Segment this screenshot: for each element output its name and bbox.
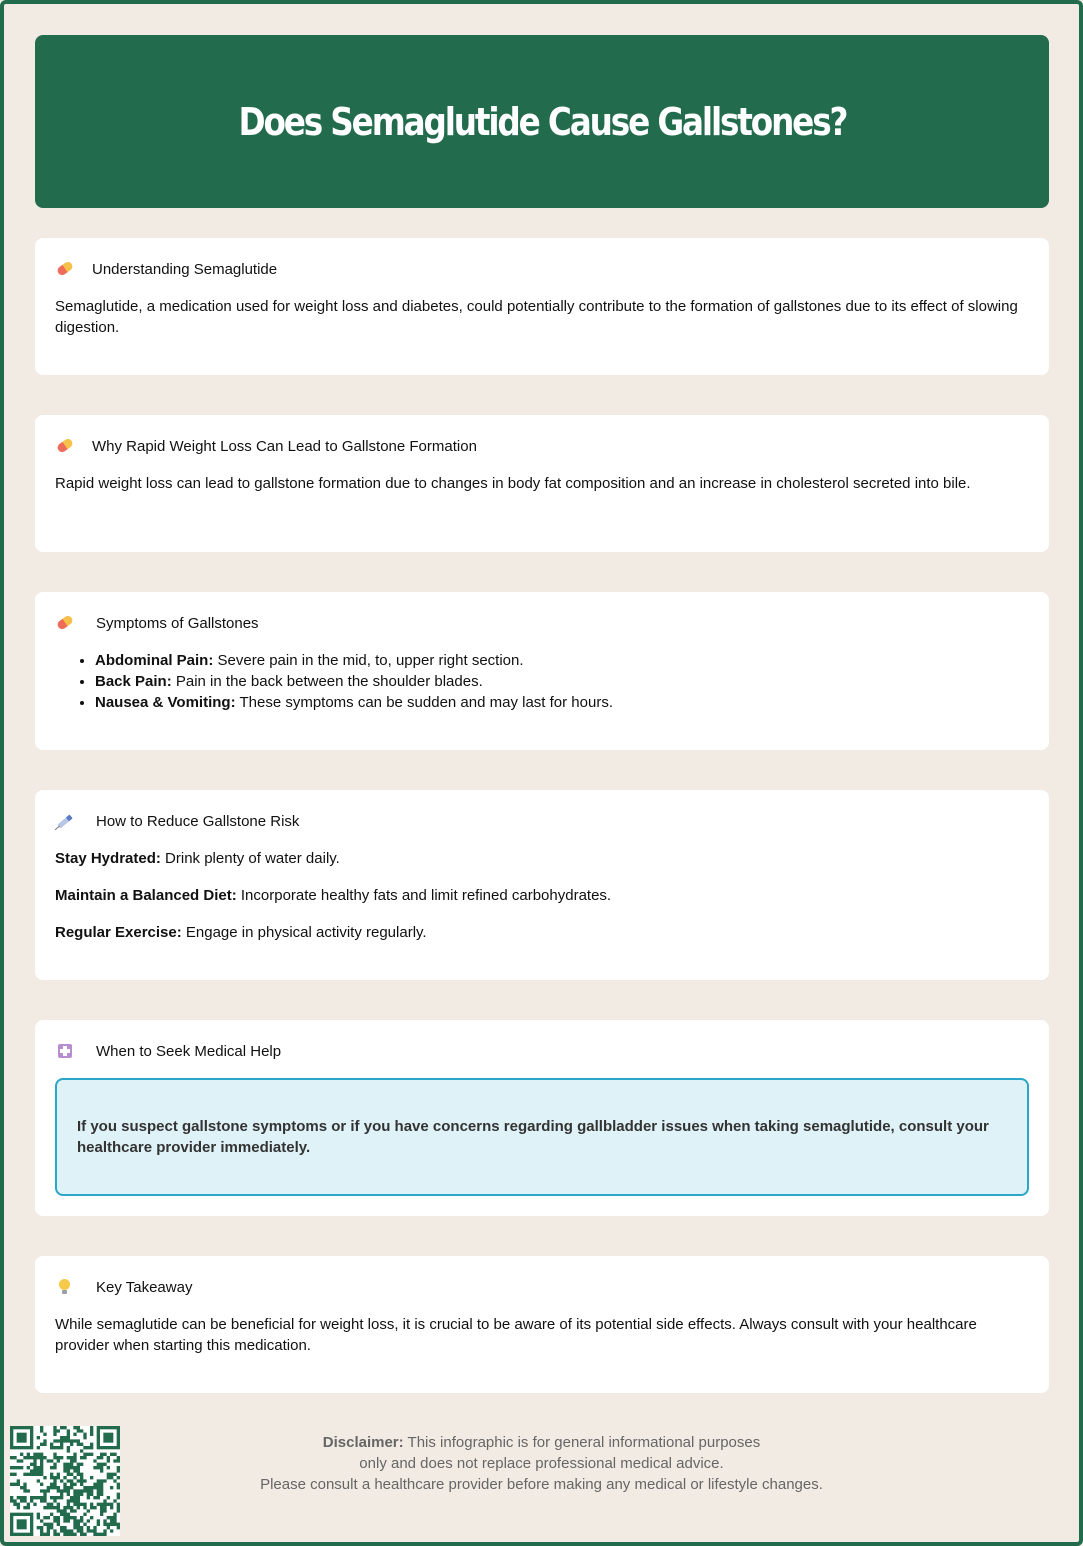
card-title: Symptoms of Gallstones bbox=[96, 614, 259, 632]
card-reduce-risk bbox=[35, 790, 1049, 980]
list-item bbox=[95, 650, 1029, 671]
tip-label: Stay Hydrated: bbox=[55, 850, 161, 867]
item-text: Severe pain in the mid, to, upper right section. bbox=[213, 652, 524, 669]
card-header bbox=[55, 437, 477, 455]
item-label: Nausea & Vomiting: bbox=[95, 694, 236, 711]
card-key-takeaway bbox=[35, 1256, 1049, 1393]
disclaimer-text: This infographic is for general informational purposes bbox=[403, 1434, 761, 1451]
tip-item bbox=[55, 922, 1029, 943]
item-text: Pain in the back between the shoulder blades. bbox=[171, 673, 483, 690]
tip-text: Drink plenty of water daily. bbox=[160, 850, 340, 867]
tip-text: Engage in physical activity regularly. bbox=[181, 924, 427, 941]
alert-text: If you suspect gallstone symptoms or if you have concerns regarding gallbladder issues when taking semaglutide, consult your healthcare provider immediately. bbox=[77, 1118, 989, 1156]
pill-icon bbox=[55, 614, 77, 632]
pill-icon bbox=[55, 260, 77, 278]
page-title: Does Semaglutide Cause Gallstones? bbox=[238, 99, 846, 144]
card-title: When to Seek Medical Help bbox=[96, 1042, 282, 1060]
list-item bbox=[95, 692, 1029, 713]
item-label: Back Pain: bbox=[95, 673, 172, 690]
disclaimer bbox=[0, 1432, 1083, 1495]
item-label: Abdominal Pain: bbox=[95, 652, 214, 669]
page-header bbox=[35, 35, 1049, 208]
card-title: Why Rapid Weight Loss Can Lead to Gallstone Formation bbox=[92, 437, 477, 455]
card-header bbox=[55, 812, 299, 830]
card-symptoms bbox=[35, 592, 1049, 750]
card-understanding bbox=[35, 238, 1049, 375]
symptom-list bbox=[55, 650, 1029, 713]
disclaimer-line: only and does not replace professional medical advice. bbox=[359, 1455, 724, 1472]
card-text: Semaglutide, a medication used for weight loss and diabetes, could potentially contribute to the formation of gallstones due to its effect of slowing digestion. bbox=[55, 298, 1018, 336]
lightbulb-icon bbox=[55, 1278, 77, 1296]
tip-label: Maintain a Balanced Diet: bbox=[55, 887, 237, 904]
card-text: Rapid weight loss can lead to gallstone formation due to changes in body fat composition and an increase in cholesterol secreted into bile. bbox=[55, 475, 971, 492]
card-header bbox=[55, 614, 259, 632]
card-title: Understanding Semaglutide bbox=[92, 260, 278, 278]
tip-item bbox=[55, 848, 1029, 869]
pill-icon bbox=[55, 437, 77, 455]
hospital-icon bbox=[55, 1042, 77, 1060]
tip-label: Regular Exercise: bbox=[55, 924, 182, 941]
card-title: Key Takeaway bbox=[96, 1278, 193, 1296]
card-header bbox=[55, 1278, 192, 1296]
syringe-icon bbox=[55, 812, 77, 830]
card-title: How to Reduce Gallstone Risk bbox=[96, 812, 300, 830]
tips-list bbox=[55, 848, 1029, 959]
card-text: While semaglutide can be beneficial for weight loss, it is crucial to be aware of its potential side effects. Always consult with your healthcare provider when starting this medication. bbox=[55, 1316, 977, 1354]
item-text: These symptoms can be sudden and may last for hours. bbox=[235, 694, 613, 711]
tip-text: Incorporate healthy fats and limit refined carbohydrates. bbox=[236, 887, 612, 904]
card-header bbox=[55, 1042, 281, 1060]
tip-item bbox=[55, 885, 1029, 906]
list-item bbox=[95, 671, 1029, 692]
alert-box bbox=[55, 1078, 1029, 1196]
card-rapid-weight-loss bbox=[35, 415, 1049, 552]
card-header bbox=[55, 260, 277, 278]
disclaimer-line bbox=[0, 1432, 1083, 1453]
disclaimer-label: Disclaimer: bbox=[322, 1434, 404, 1451]
card-medical-help bbox=[35, 1020, 1049, 1216]
disclaimer-line: Please consult a healthcare provider before making any medical or lifestyle changes. bbox=[260, 1476, 823, 1493]
